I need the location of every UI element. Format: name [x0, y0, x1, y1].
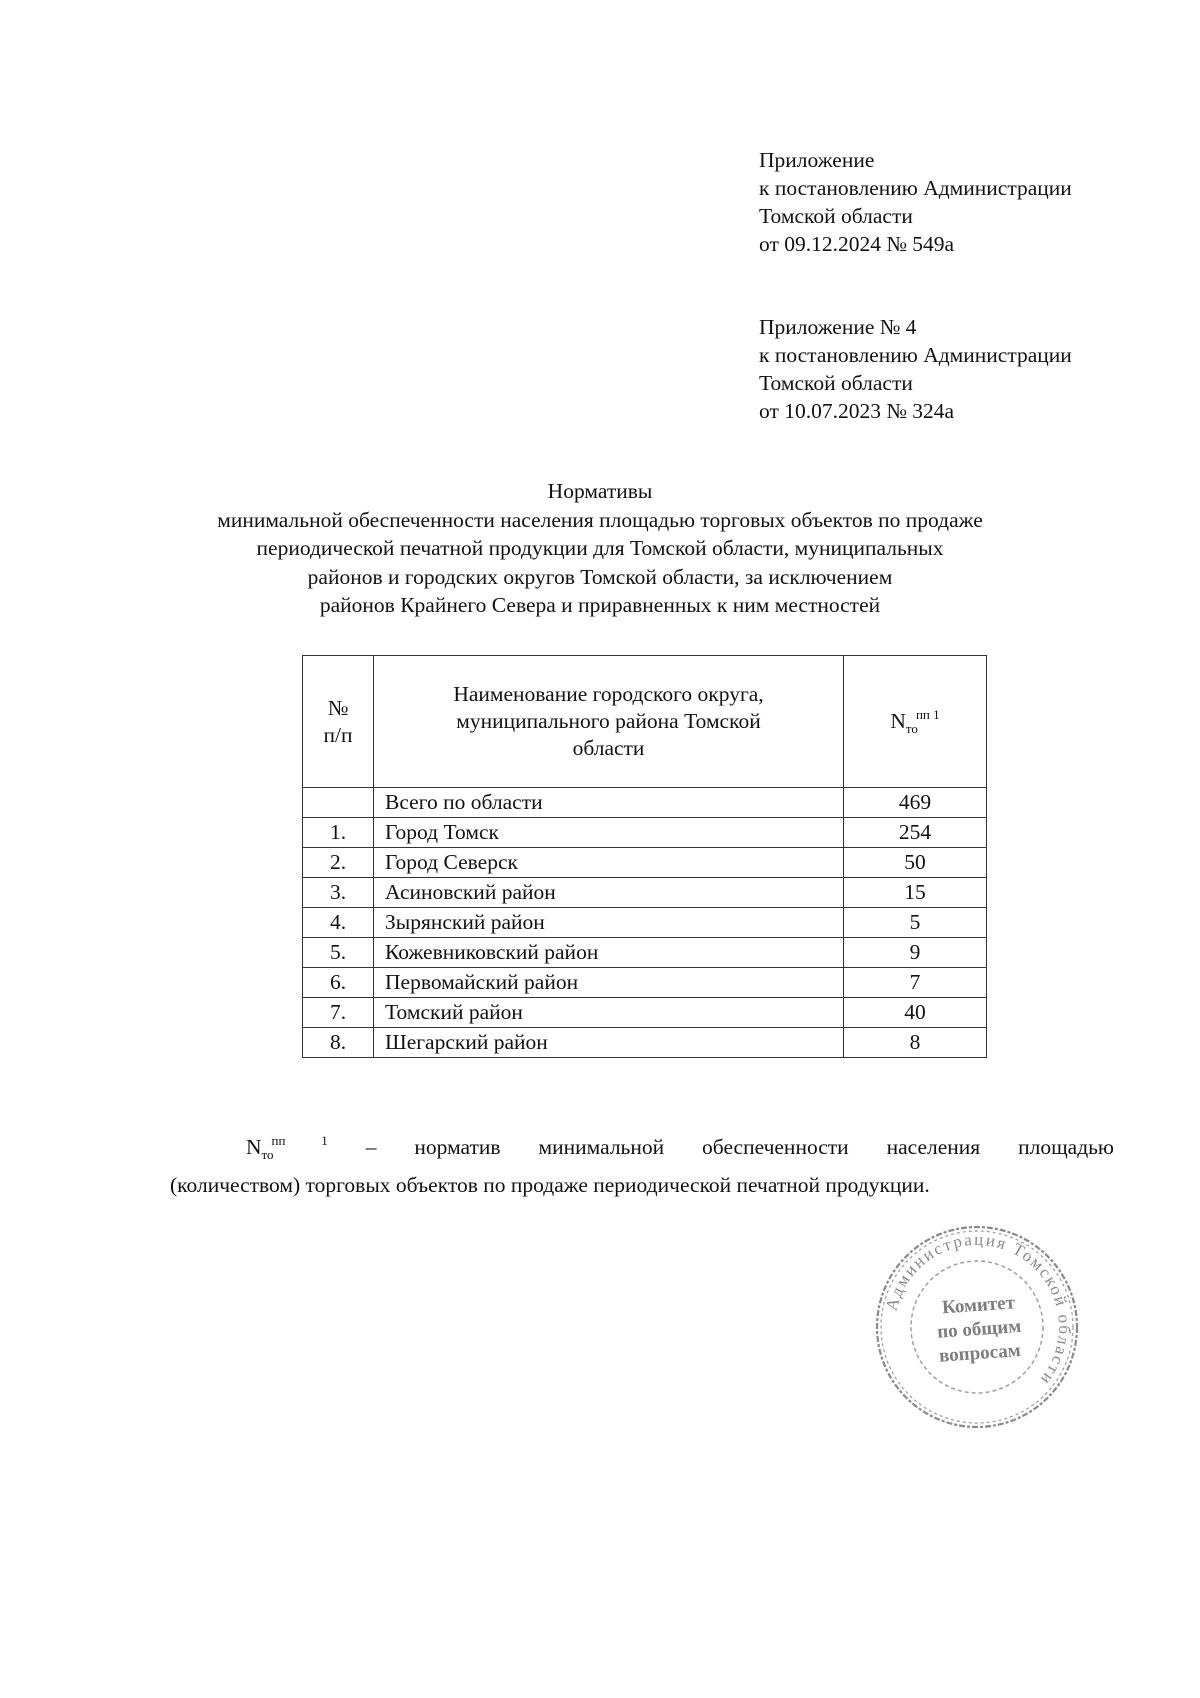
footnote-line — [170, 1126, 1114, 1170]
footnote-text-continued: (количеством) торговых объектов по продаже периодической печатной продукции. — [170, 1173, 930, 1197]
header-name-text: Наименование городского округа, муниципального района Томской области — [453, 682, 764, 760]
appendix-date-number: от 09.12.2024 № 549а — [759, 232, 955, 256]
table-body — [303, 788, 987, 1058]
appendix-decree-line: к постановлению Администрации — [759, 176, 1072, 200]
title-line: районов и городских округов Томской области, за исключением — [307, 564, 893, 589]
row-norm-value: 254 — [844, 818, 987, 848]
row-district-name: Асиновский район — [374, 878, 844, 908]
header-name — [374, 656, 844, 788]
title-line: районов Крайнего Севера и приравненных к ним местностей — [319, 593, 881, 617]
norm-symbol — [246, 1133, 328, 1162]
row-district-name: Зырянский район — [374, 908, 844, 938]
appendix-original-reference — [759, 313, 1179, 425]
seal-center-line: по общим — [936, 1315, 1022, 1343]
row-district-name: Шегарский район — [374, 1028, 844, 1058]
norms-table — [302, 655, 987, 1058]
appendix-date-number: от 10.07.2023 № 324а — [759, 399, 955, 423]
footnote-text: – норматив минимальной обеспеченности населения площадью — [327, 1135, 1114, 1159]
row-number: 2. — [303, 848, 374, 878]
row-number: 7. — [303, 998, 374, 1028]
seal-ring-text: Администрация Томской области — [881, 1229, 1075, 1390]
appendix-label: Приложение — [759, 148, 875, 172]
table-row — [303, 848, 987, 878]
row-norm-value: 50 — [844, 848, 987, 878]
row-district-name: Первомайский район — [374, 968, 844, 998]
appendix-region-line: Томской области — [759, 371, 913, 395]
symbol-superscript: пп 1 — [915, 707, 940, 722]
title-line: периодической печатной продукции для Томской области, муниципальных — [256, 536, 944, 560]
symbol-superscript: пп 1 — [271, 1133, 328, 1148]
document-title — [80, 477, 1120, 620]
norm-symbol — [890, 707, 940, 736]
header-number — [303, 656, 374, 788]
symbol-subscript: то — [905, 721, 918, 736]
table-row — [303, 938, 987, 968]
row-district-name: Томский район — [374, 998, 844, 1028]
row-district-name: Кожевниковский район — [374, 938, 844, 968]
row-district-name: Город Томск — [374, 818, 844, 848]
row-norm-value: 40 — [844, 998, 987, 1028]
row-norm-value: 469 — [844, 788, 987, 818]
symbol-base: N — [890, 709, 906, 733]
row-district-name: Всего по области — [374, 788, 844, 818]
table-row — [303, 968, 987, 998]
row-norm-value: 8 — [844, 1028, 987, 1058]
header-number-sign: № — [327, 695, 349, 720]
row-norm-value: 5 — [844, 908, 987, 938]
official-seal-stamp — [872, 1222, 1082, 1432]
title-line: минимальной обеспеченности населения площадью торговых объектов по продаже — [217, 507, 983, 532]
seal-center-line: вопросам — [938, 1340, 1022, 1367]
symbol-base: N — [246, 1135, 262, 1159]
title-heading: Нормативы — [547, 479, 653, 503]
row-norm-value: 15 — [844, 878, 987, 908]
table-row — [303, 818, 987, 848]
table-row — [303, 908, 987, 938]
appendix-region-line: Томской области — [759, 204, 913, 228]
row-number: 4. — [303, 908, 374, 938]
row-number: 8. — [303, 1028, 374, 1058]
row-number: 5. — [303, 938, 374, 968]
appendix-decree-line: к постановлению Администрации — [759, 343, 1072, 367]
table-row — [303, 1028, 987, 1058]
symbol-subscript: то — [261, 1147, 274, 1162]
table-header-row — [303, 656, 987, 788]
table-row — [303, 998, 987, 1028]
appendix-current-reference — [759, 146, 1179, 258]
header-number-abbr: п/п — [323, 722, 353, 747]
row-norm-value: 9 — [844, 938, 987, 968]
footnote — [170, 1126, 1114, 1200]
header-norm-symbol — [844, 656, 987, 788]
table-row — [303, 878, 987, 908]
row-district-name: Город Северск — [374, 848, 844, 878]
table-row — [303, 788, 987, 818]
seal-center-line: Комитет — [941, 1292, 1016, 1319]
row-norm-value: 7 — [844, 968, 987, 998]
row-number — [303, 788, 374, 818]
row-number: 3. — [303, 878, 374, 908]
appendix-label: Приложение № 4 — [759, 315, 917, 339]
row-number: 6. — [303, 968, 374, 998]
row-number: 1. — [303, 818, 374, 848]
